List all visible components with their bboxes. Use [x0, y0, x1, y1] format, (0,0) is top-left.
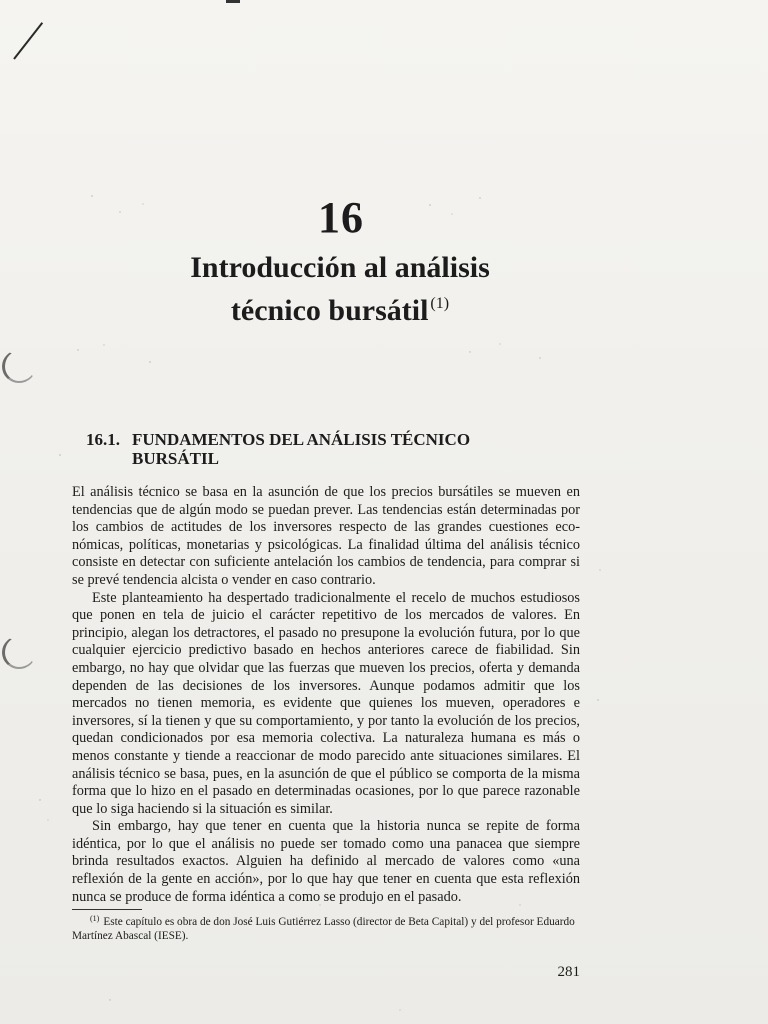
- chapter-title-line-2: [150, 286, 530, 329]
- footnote: [72, 912, 580, 943]
- chapter-title-line-2-text: técnico bursátil: [230, 294, 429, 327]
- pen-stroke: [13, 22, 43, 59]
- footnote-text: Este capítulo es obra de don José Luis Gutiérrez Lasso (director de Beta Capital) y del profesor Eduardo Martínez Abascal (IESE).: [72, 916, 575, 942]
- section-heading: [86, 430, 526, 468]
- binder-hole-top: [2, 350, 36, 383]
- footnote-divider: [72, 909, 142, 910]
- paragraph-1: El análisis técnico se basa en la asunción de que los precios bursátiles se mueven en tendencias que de algún modo se puedan prever. Las tendencias están determinadas por los cambios de actitudes de los inversores respecto de las grandes cuestiones económicas, políticas, monetarias y psicológicas. La finalidad última del análisis técnico consiste en detectar con suficiente antelación los cambios de tendencia, para comprar si se prevé tendencia alcista o vender en caso contrario.: [72, 484, 580, 588]
- scan-mark: [226, 0, 240, 3]
- section-number: 16.1.: [86, 430, 120, 449]
- chapter-title: [150, 250, 530, 329]
- chapter-title-line-1: Introducción al análisis: [190, 251, 490, 284]
- paragraph-3: Sin embargo, hay que tener en cuenta que la historia nunca se repite de forma idéntica, por lo que el análisis no puede ser tomado como una panacea que siempre brinda resultados exactos. Alguien ha definido al mercado de valores como «una reflexión de la gente en acción», por lo que hay que tener en cuenta que esta reflexión nunca se produce de forma idéntica a como se produjo en el pasado.: [72, 818, 580, 905]
- footnote-mark: (1): [90, 914, 100, 923]
- binder-hole-bottom: [2, 636, 36, 669]
- page-number: 281: [557, 964, 580, 980]
- section-title-line-2: BURSÁTIL: [132, 449, 219, 468]
- chapter-title-footnote-ref: (1): [430, 295, 450, 312]
- paragraph-2: Este planteamiento ha despertado tradicionalmente el recelo de muchos estudiosos que ponen en tela de juicio el carácter repetitivo de los mercados de valores. En principio, alegan los detractores, el pasado no presupone la evolución futura, por lo que cualquier ejercicio predictivo basado en hechos anteriores carece de fiabilidad. Sin embargo, no hay que olvidar que las fuerzas que mueven los precios, oferta y demanda dependen de las decisiones de los inversores. Aunque podamos admitir que los mercados no tienen memoria, es evidente que quienes los mueven, operadores e inversores, sí la tienen y que su comportamiento, y por tanto la evolución de los precios, quedan condicionados por esa memoria colectiva. La naturaleza humana es más o menos constante y tiende a reaccionar de modo parecido ante situaciones similares. El análisis técnico se basa, pues, en la asunción de que el público se comporta de la misma forma que lo hizo en el pasado en determinadas ocasiones, por lo que parece razonable que lo siga haciendo si la situación es similar.: [72, 589, 580, 817]
- body-text: [72, 484, 580, 906]
- section-title-line-1: FUNDAMENTOS DEL ANÁLISIS TÉCNICO: [132, 430, 471, 449]
- chapter-number: 16: [318, 193, 364, 242]
